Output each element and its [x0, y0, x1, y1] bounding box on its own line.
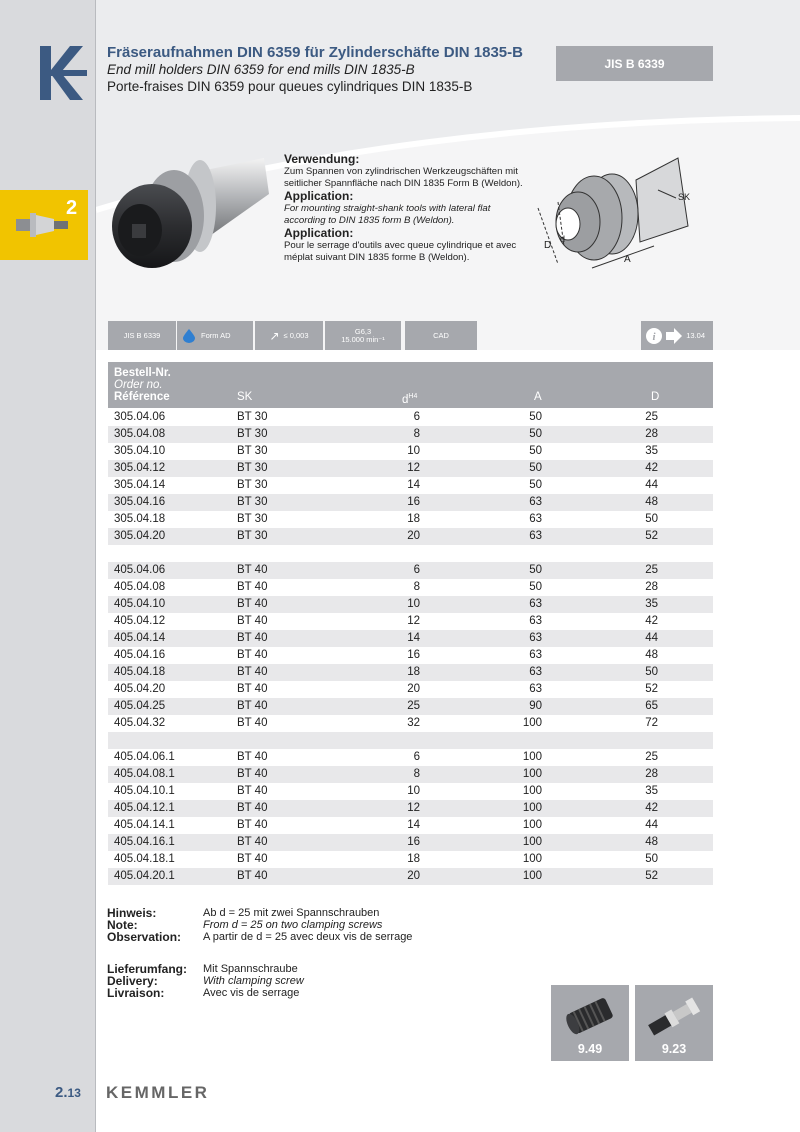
order-number: 405.04.08.1	[114, 768, 175, 780]
table-row[interactable]	[108, 834, 713, 851]
a-value: 63	[529, 513, 542, 525]
a-value: 63	[529, 615, 542, 627]
sk-size: BT 30	[237, 496, 268, 508]
a-value: 50	[529, 564, 542, 576]
order-number: 405.04.08	[114, 581, 166, 593]
dd-value: 35	[645, 598, 658, 610]
table-row[interactable]	[108, 528, 713, 545]
hint-label-fr: Observation:	[107, 930, 182, 944]
sk-size: BT 30	[237, 462, 268, 474]
info-ref-page: 13.04	[686, 331, 705, 340]
sk-size: BT 40	[237, 632, 268, 644]
table-row[interactable]	[108, 732, 713, 749]
dd-value: 28	[645, 428, 658, 440]
a-value: 50	[529, 462, 542, 474]
dd-value: 25	[645, 564, 658, 576]
order-number: 405.04.20.1	[114, 870, 175, 882]
delivery-label-fr: Livraison:	[107, 986, 165, 1000]
order-number: 405.04.06	[114, 564, 166, 576]
balance-icon-box	[325, 321, 401, 350]
table-row[interactable]	[108, 698, 713, 715]
dd-value: 44	[645, 479, 658, 491]
dd-value: 50	[645, 853, 658, 865]
d-value: 10	[407, 785, 420, 797]
drawing-label-d-big: D	[544, 240, 552, 251]
table-row[interactable]	[108, 817, 713, 834]
sk-size: BT 30	[237, 445, 268, 457]
usage-heading-de: Verwendung:	[284, 152, 360, 166]
runout-arrow-icon: ↗	[269, 328, 280, 343]
d-value: 18	[407, 853, 420, 865]
col-sk: SK	[237, 391, 253, 403]
table-row[interactable]	[108, 477, 713, 494]
sk-size: BT 30	[237, 479, 268, 491]
d-value: 8	[413, 768, 420, 780]
a-value: 63	[529, 632, 542, 644]
d-value: 20	[407, 870, 420, 882]
hint-text-en: From d = 25 on two clamping screws	[203, 919, 383, 931]
col-d-label: d	[402, 393, 409, 406]
page-number-main: 2.	[55, 1084, 68, 1101]
dd-value: 42	[645, 462, 658, 474]
table-row[interactable]	[108, 749, 713, 766]
sk-size: BT 40	[237, 581, 268, 593]
d-value: 20	[407, 530, 420, 542]
runout-icon-box	[255, 321, 323, 350]
coolant-icon-box	[177, 321, 253, 350]
a-value: 90	[529, 700, 542, 712]
sk-size: BT 40	[237, 649, 268, 661]
sk-size: BT 30	[237, 411, 268, 423]
clamping-screw-icon	[557, 991, 623, 1041]
a-value: 100	[522, 717, 542, 729]
d-value: 20	[407, 683, 420, 695]
col-a: A	[534, 391, 542, 403]
runout-label: ≤ 0,003	[283, 331, 309, 340]
page-title: Fräseraufnahmen DIN 6359 für Zylinderschäfte DIN 1835-B	[107, 44, 523, 61]
dd-value: 28	[645, 581, 658, 593]
table-row[interactable]	[108, 562, 713, 579]
order-number: 305.04.06	[114, 411, 166, 423]
dd-value: 52	[645, 870, 658, 882]
order-number: 405.04.25	[114, 700, 166, 712]
a-value: 63	[529, 496, 542, 508]
order-number: 305.04.10	[114, 445, 166, 457]
table-row[interactable]	[108, 766, 713, 783]
table-row[interactable]	[108, 409, 713, 426]
order-number: 405.04.12.1	[114, 802, 175, 814]
dd-value: 35	[645, 445, 658, 457]
d-value: 18	[407, 513, 420, 525]
sk-size: BT 30	[237, 530, 268, 542]
page-number-sub: 13	[67, 1086, 81, 1100]
dd-value: 52	[645, 530, 658, 542]
product-photo	[104, 150, 274, 270]
order-number: 405.04.32	[114, 717, 166, 729]
left-divider	[95, 0, 96, 1132]
delivery-text-en: With clamping screw	[203, 975, 304, 987]
d-value: 12	[407, 462, 420, 474]
a-value: 100	[522, 836, 542, 848]
d-value: 12	[407, 615, 420, 627]
d-value: 6	[413, 751, 420, 763]
col-order-fr: Référence	[114, 391, 170, 403]
d-value: 14	[407, 632, 420, 644]
table-row[interactable]	[108, 630, 713, 647]
order-number: 305.04.16	[114, 496, 166, 508]
col-order-de: Bestell-Nr.	[114, 367, 171, 379]
hint-text-fr: A partir de d = 25 avec deux vis de serrage	[203, 931, 413, 943]
usage-text-en: For mounting straight-shank tools with lateral flat according to DIN 1835 form B (Weldon).	[284, 203, 491, 226]
d-value: 16	[407, 836, 420, 848]
brand-name: KEMMLER	[106, 1083, 210, 1102]
table-row[interactable]	[108, 579, 713, 596]
d-value: 18	[407, 666, 420, 678]
a-value: 100	[522, 802, 542, 814]
sk-size: BT 40	[237, 802, 268, 814]
order-number: 305.04.14	[114, 479, 166, 491]
d-value: 10	[407, 598, 420, 610]
a-value: 100	[522, 853, 542, 865]
technical-drawing	[528, 150, 714, 280]
table-row[interactable]	[108, 664, 713, 681]
standard-label: JIS B 6339	[123, 331, 161, 340]
table-row[interactable]	[108, 800, 713, 817]
dd-value: 44	[645, 819, 658, 831]
d-value: 8	[413, 581, 420, 593]
d-value: 14	[407, 479, 420, 491]
usage-description	[284, 152, 534, 264]
dd-value: 72	[645, 717, 658, 729]
table-body	[108, 409, 713, 885]
table-row[interactable]	[108, 460, 713, 477]
sk-size: BT 40	[237, 598, 268, 610]
order-number: 405.04.16.1	[114, 836, 175, 848]
order-number: 305.04.12	[114, 462, 166, 474]
coolant-label: Form AD	[201, 331, 231, 340]
a-value: 50	[529, 428, 542, 440]
dd-value: 50	[645, 513, 658, 525]
dd-value: 50	[645, 666, 658, 678]
page-title-fr: Porte-fraises DIN 6359 pour queues cylindriques DIN 1835-B	[107, 79, 473, 94]
order-number: 305.04.20	[114, 530, 166, 542]
order-number: 405.04.20	[114, 683, 166, 695]
hint-label-de: Hinweis:	[107, 906, 157, 920]
table-row[interactable]	[108, 511, 713, 528]
hint-text-de: Ab d = 25 mit zwei Spannschrauben	[203, 907, 380, 919]
cad-label: CAD	[433, 331, 449, 340]
table-row[interactable]	[108, 443, 713, 460]
dd-value: 52	[645, 683, 658, 695]
page-title-en: End mill holders DIN 6359 for end mills DIN 1835-B	[107, 62, 415, 77]
info-arrow-icon	[644, 326, 684, 346]
sk-size: BT 40	[237, 819, 268, 831]
svg-text:i: i	[652, 330, 656, 343]
d-value: 10	[407, 445, 420, 457]
dd-value: 42	[645, 615, 658, 627]
delivery-label-en: Delivery:	[107, 974, 158, 988]
table-row[interactable]	[108, 783, 713, 800]
d-value: 14	[407, 819, 420, 831]
sk-size: BT 40	[237, 615, 268, 627]
col-d-tolerance: H4	[408, 393, 418, 400]
table-row[interactable]	[108, 426, 713, 443]
order-number: 405.04.14	[114, 632, 166, 644]
usage-heading-en: Application:	[284, 189, 354, 204]
delivery-label-de: Lieferumfang:	[107, 962, 188, 976]
table-row[interactable]	[108, 613, 713, 630]
a-value: 63	[529, 598, 542, 610]
a-value: 100	[522, 768, 542, 780]
sk-size: BT 30	[237, 428, 268, 440]
cad-icon-box[interactable]	[405, 321, 477, 350]
a-value: 63	[529, 666, 542, 678]
a-value: 63	[529, 530, 542, 542]
accessory-clamping-screw[interactable]	[551, 985, 629, 1061]
balance-speed: 15.000 min⁻¹	[341, 334, 385, 344]
table-row[interactable]	[108, 596, 713, 613]
table-row[interactable]	[108, 868, 713, 885]
dd-value: 48	[645, 496, 658, 508]
a-value: 63	[529, 649, 542, 661]
table-row[interactable]	[108, 545, 713, 562]
chapter-number: 2	[66, 197, 78, 219]
dd-value: 44	[645, 632, 658, 644]
d-value: 25	[407, 700, 420, 712]
sk-size: BT 40	[237, 666, 268, 678]
d-value: 32	[407, 717, 420, 729]
a-value: 50	[529, 445, 542, 457]
order-number: 405.04.18.1	[114, 853, 175, 865]
usage-text-de: Zum Spannen von zylindrischen Werkzeugschäften mit seitlicher Spannfläche nach DIN 1835 Form B (Weldon).	[284, 166, 523, 189]
col-d	[402, 391, 417, 406]
a-value: 100	[522, 870, 542, 882]
sk-size: BT 40	[237, 853, 268, 865]
left-margin	[0, 0, 96, 1132]
sk-size: BT 40	[237, 564, 268, 576]
order-number: 405.04.10	[114, 598, 166, 610]
dd-value: 42	[645, 802, 658, 814]
hint-block	[107, 907, 527, 947]
delivery-text-de: Mit Spannschraube	[203, 963, 298, 975]
d-value: 8	[413, 428, 420, 440]
sk-size: BT 40	[237, 700, 268, 712]
d-value: 6	[413, 564, 420, 576]
d-value: 16	[407, 649, 420, 661]
accessory-page-2: 9.23	[661, 1042, 687, 1056]
accessory-pull-stud[interactable]	[635, 985, 713, 1061]
delivery-block	[107, 963, 527, 1003]
usage-text-fr: Pour le serrage d'outils avec queue cylindrique et avec méplat suivant DIN 1835 forme B (Weldon).	[284, 240, 517, 263]
a-value: 50	[529, 479, 542, 491]
a-value: 50	[529, 411, 542, 423]
dd-value: 35	[645, 785, 658, 797]
standard-badge: JIS B 6339	[556, 46, 713, 81]
a-value: 100	[522, 751, 542, 763]
order-number: 405.04.16	[114, 649, 166, 661]
drawing-label-d-small: d	[560, 234, 566, 244]
order-number: 305.04.18	[114, 513, 166, 525]
table-header	[108, 362, 713, 408]
sk-size: BT 40	[237, 836, 268, 848]
info-ref-box[interactable]	[641, 321, 713, 350]
tool-holder-icon	[10, 205, 72, 245]
d-value: 12	[407, 802, 420, 814]
order-number: 405.04.06.1	[114, 751, 175, 763]
table-row[interactable]	[108, 647, 713, 664]
a-value: 100	[522, 819, 542, 831]
dd-value: 25	[645, 411, 658, 423]
order-number: 405.04.10.1	[114, 785, 175, 797]
order-number: 405.04.18	[114, 666, 166, 678]
balance-grade: G6,3	[354, 326, 372, 336]
table-row[interactable]	[108, 494, 713, 511]
d-value: 16	[407, 496, 420, 508]
delivery-text-fr: Avec vis de serrage	[203, 987, 300, 999]
table-row[interactable]	[108, 715, 713, 732]
sk-size: BT 40	[237, 717, 268, 729]
d-value: 6	[413, 411, 420, 423]
dd-value: 65	[645, 700, 658, 712]
order-number: 305.04.08	[114, 428, 166, 440]
dd-value: 25	[645, 751, 658, 763]
sk-size: BT 40	[237, 870, 268, 882]
table-row[interactable]	[108, 681, 713, 698]
sk-size: BT 30	[237, 513, 268, 525]
drawing-label-a: A	[624, 254, 631, 265]
pull-stud-icon	[641, 991, 707, 1041]
sk-size: BT 40	[237, 785, 268, 797]
dd-value: 48	[645, 836, 658, 848]
hint-label-en: Note:	[107, 918, 138, 932]
sk-size: BT 40	[237, 683, 268, 695]
a-value: 63	[529, 683, 542, 695]
a-value: 100	[522, 785, 542, 797]
accessory-page-1: 9.49	[577, 1042, 603, 1056]
dd-value: 48	[645, 649, 658, 661]
dd-value: 28	[645, 768, 658, 780]
sk-size: BT 40	[237, 768, 268, 780]
page-number	[55, 1084, 81, 1101]
a-value: 50	[529, 581, 542, 593]
kemmler-logo	[38, 44, 88, 102]
table-row[interactable]	[108, 851, 713, 868]
coolant-drop-icon	[183, 329, 195, 343]
sk-size: BT 40	[237, 751, 268, 763]
col-order-en: Order no.	[114, 379, 163, 391]
order-number: 405.04.12	[114, 615, 166, 627]
order-number: 405.04.14.1	[114, 819, 175, 831]
usage-heading-fr: Application:	[284, 226, 354, 241]
standard-icon-box	[108, 321, 176, 350]
col-dd: D	[651, 391, 660, 403]
drawing-label-sk: SK	[678, 192, 691, 202]
